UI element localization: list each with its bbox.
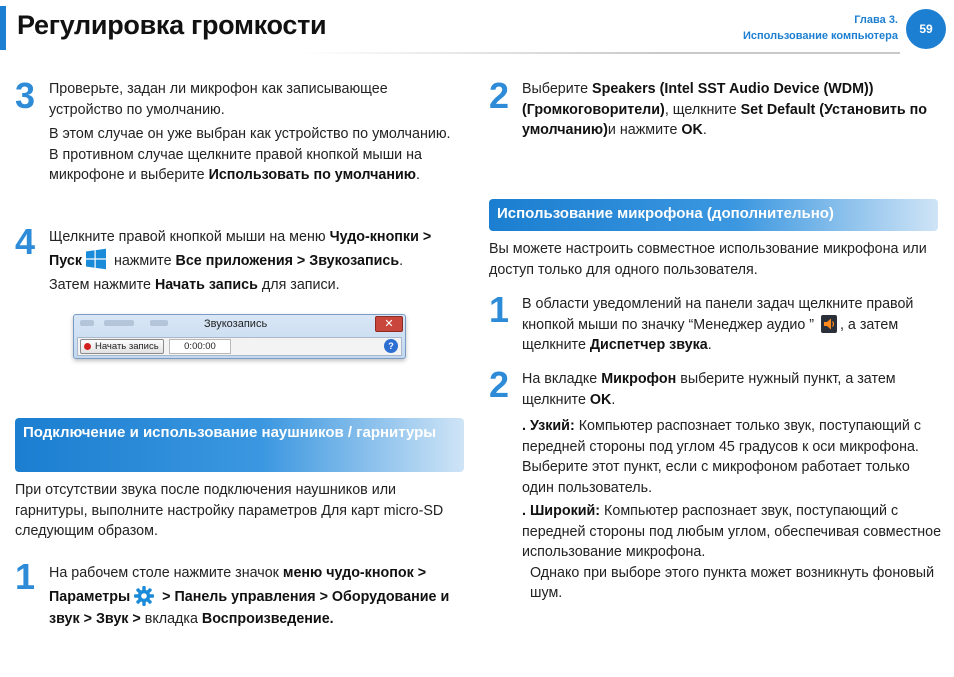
option-wide bbox=[522, 501, 942, 604]
gear-icon bbox=[133, 585, 155, 607]
bold-term: Speakers (Intel SST Audio Device (WDM)) (Громкоговорители) bbox=[522, 81, 874, 118]
step-number: 2 bbox=[489, 364, 510, 405]
step-4-line-2 bbox=[49, 275, 464, 296]
text: нажмите bbox=[109, 252, 176, 269]
recorder-toolbar bbox=[77, 337, 402, 356]
section-intro-headphones: При отсутствии звука после подключения наушников или гарнитуры, выполните настройку параметров Для карт micro-SD следующим образом. bbox=[15, 482, 444, 539]
bold-term: Все приложения > Звукозапись bbox=[175, 252, 400, 269]
page-number: 59 bbox=[906, 9, 946, 49]
close-button[interactable]: ✕ bbox=[375, 316, 403, 332]
bold-term: Микрофон bbox=[601, 371, 677, 387]
bold-term: OK bbox=[589, 391, 612, 408]
bold-term: Диспетчер звука bbox=[589, 337, 708, 353]
text: Щелкните правой кнопкой мыши на меню bbox=[49, 229, 330, 245]
start-recording-label: Начать запись bbox=[95, 341, 159, 352]
section-header-microphone: Использование микрофона (дополнительно) bbox=[489, 199, 938, 231]
record-dot-icon bbox=[84, 343, 91, 350]
section-header-headphones: Подключение и использование наушников / гарнитуры bbox=[15, 418, 464, 472]
step-2-microphone-text bbox=[522, 369, 942, 410]
step-4-line bbox=[49, 227, 464, 271]
text: выберите нужный пункт, а затем щелкните bbox=[522, 371, 896, 408]
text: В этом случае он уже выбран как устройство по умолчанию. В противном случае щелкните правой кнопкой мыши на микрофоне и выберите bbox=[49, 126, 451, 183]
text: и нажмите bbox=[607, 122, 682, 138]
bold-term: Использовать по умолчанию bbox=[208, 167, 416, 183]
start-recording-button[interactable] bbox=[80, 339, 164, 354]
step-3-text bbox=[49, 79, 464, 186]
text: На вкладке bbox=[522, 371, 602, 387]
option-description: Компьютер распознает только звук, поступающий с передней стороны под углом 45 градусов к оси микрофона. Выберите этот пункт, если с микрофоном работает только один пользователь. bbox=[522, 418, 921, 496]
chapter-label bbox=[743, 12, 898, 44]
step-number: 3 bbox=[15, 75, 36, 116]
text: Затем нажмите bbox=[49, 277, 155, 293]
step-number: 2 bbox=[489, 75, 510, 116]
bold-term: меню чудо-кнопок > Параметры bbox=[49, 565, 427, 605]
step-number: 1 bbox=[489, 289, 510, 330]
section-intro-microphone: Вы можете настроить совместное использование микрофона или доступ только для одного пользователя. bbox=[489, 241, 927, 278]
step-number: 4 bbox=[15, 221, 36, 262]
chapter-title: Использование компьютера bbox=[742, 30, 898, 42]
bold-term: Воспроизведение. bbox=[201, 611, 334, 627]
text: для записи. bbox=[257, 277, 340, 293]
recorder-title: Звукозапись bbox=[204, 318, 268, 330]
bold-term: OK bbox=[681, 122, 703, 138]
bold-term: > Панель управления > Оборудование и звук > Звук > bbox=[49, 588, 450, 627]
windows-logo-icon bbox=[85, 248, 107, 270]
page-title: Регулировка громкости bbox=[17, 10, 327, 40]
text: . bbox=[611, 391, 616, 408]
recorder-titlebar bbox=[74, 315, 405, 335]
option-narrow bbox=[522, 416, 942, 498]
option-description: Компьютер распознает звук, поступающий с передней стороны под любым углом, обеспечивая совместное использование микрофона. bbox=[522, 503, 942, 560]
chapter-number: Глава 3. bbox=[854, 14, 898, 26]
help-icon[interactable]: ? bbox=[384, 339, 398, 353]
sound-recorder-window bbox=[73, 314, 406, 359]
step-4-text bbox=[49, 227, 464, 296]
text: . bbox=[415, 167, 420, 183]
text: В области уведомлений на панели задач щелкните правой кнопкой мыши по значку “Менеджер аудио ” bbox=[522, 296, 914, 333]
step-3-paragraph-2 bbox=[49, 124, 464, 186]
recording-timer: 0:00:00 bbox=[169, 339, 231, 354]
text: . bbox=[707, 337, 712, 353]
step-1-microphone-text bbox=[522, 294, 942, 356]
recorder-ghost-tab bbox=[104, 320, 134, 326]
recorder-app-icon bbox=[80, 320, 94, 326]
bold-term: Начать запись bbox=[154, 277, 258, 293]
option-wide-note: Однако при выборе этого пункта может возникнуть фоновый шум. bbox=[530, 564, 935, 601]
text: . bbox=[702, 122, 707, 138]
audio-manager-icon bbox=[821, 315, 837, 333]
option-label: . Узкий: bbox=[522, 418, 575, 434]
text: вкладка bbox=[140, 611, 202, 627]
text: . bbox=[399, 252, 404, 269]
text: , а затем щелкните bbox=[522, 316, 899, 353]
step-1-headphones-text bbox=[49, 562, 467, 631]
option-label: . Широкий: bbox=[522, 503, 601, 519]
recorder-ghost-tab bbox=[150, 320, 168, 326]
bold-term: Set Default (Установить по умолчанию) bbox=[522, 101, 928, 138]
title-accent-bar bbox=[0, 6, 6, 50]
text: , щелкните bbox=[664, 101, 741, 118]
step-number: 1 bbox=[15, 556, 36, 597]
bold-term: Чудо-кнопки > Пуск bbox=[49, 229, 432, 269]
step-3-paragraph-1: Проверьте, задан ли микрофон как записывающее устройство по умолчанию. bbox=[49, 81, 388, 118]
step-2-speakers-text bbox=[522, 79, 942, 141]
text: На рабочем столе нажмите значок bbox=[49, 565, 283, 581]
text: Выберите bbox=[522, 81, 593, 97]
option-wide-line bbox=[522, 501, 942, 563]
header-divider bbox=[300, 52, 900, 54]
